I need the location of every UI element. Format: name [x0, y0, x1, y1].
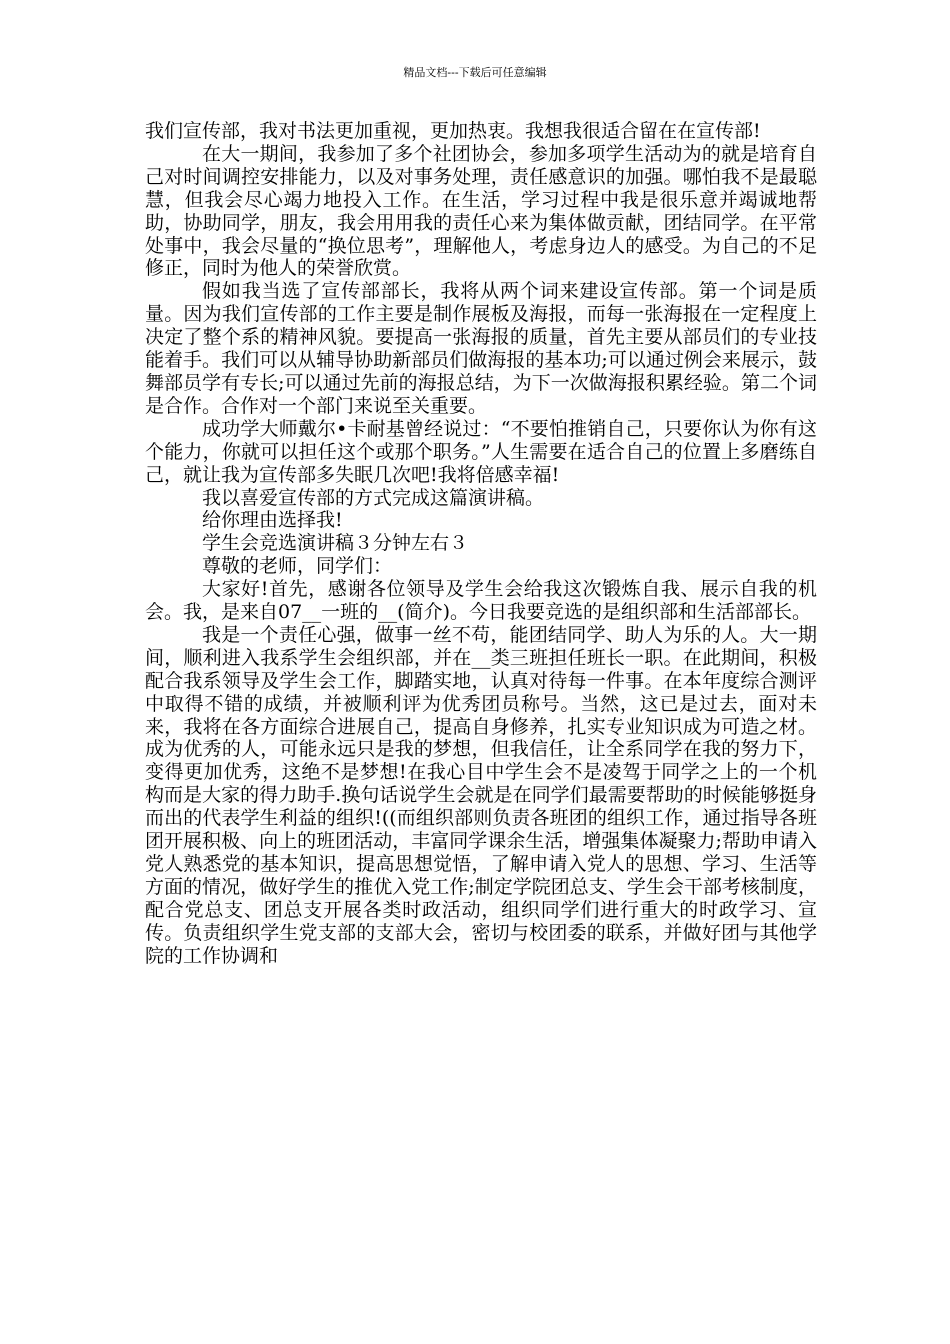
paragraph-1: 我们宣传部，我对书法更加重视，更加热衷。我想我很适合留在在宣传部! [145, 120, 761, 142]
section-title: 学生会竞选演讲稿３分钟左右３ [202, 532, 469, 555]
paragraph-2: 在大一期间，我参加了多个社团协会，参加多项学生活动为的就是培育自己对时间调控安排能力，以及对事务处理，责任感意识的加强。哪怕我不是最聪慧，但我会尽心竭力地投入工作。在生活，学习过程中我是很乐意并竭诚地帮助，协助同学，朋友，我会用用我的责任心来为集体做贡献，团结同学。在平常处事中，我会尽量的“换位思考”，理解他人，考虑身边人的感受。为自己的不足修正，同时为他人的荣誉欣赏。 [145, 142, 817, 280]
paragraph-3: 假如我当选了宣传部部长，我将从两个词来建设宣传部。第一个词是质量。因为我们宣传部的工作主要是制作展板及海报，而每一张海报在一定程度上决定了整个系的精神风貌。要提高一张海报的质量，首先主要从部员们的专业技能着手。我们可以从辅导协助新部员们做海报的基本功;可以通过例会来展示，鼓舞部员学有专长;可以通过先前的海报总结，为下一次做海报积累经验。第二个词是合作。合作对一个部门来说至关重要。 [145, 280, 817, 417]
paragraph-4: 成功学大师戴尔•卡耐基曾经说过：“不要怕推销自己，只要你认为你有这个能力，你就可以担任这个或那个职务。”人生需要在适合自己的位置上多磨练自己，就让我为宣传部多失眠几次吧!我将倍感幸福! [145, 417, 817, 486]
page-header: 精品文档---下载后可任意编辑 [403, 66, 547, 79]
document-body [145, 120, 817, 968]
paragraph-9: 大家好!首先，感谢各位领导及学生会给我这次锻炼自我、展示自我的机会。我，是来自07__一班的__(简介)。今日我要竞选的是组织部和生活部部长。 [145, 578, 817, 624]
paragraph-6: 给你理由选择我! [202, 509, 343, 532]
paragraph-10: 我是一个责任心强，做事一丝不苟，能团结同学、助人为乐的人。大一期间，顺利进入我系学生会组织部，并在__类三班担任班长一职。在此期间，积极配合我系领导及学生会工作，脚踏实地，认真对待每一件事。在本年度综合测评中取得不错的成绩，并被顺利评为优秀团员称号。当然，这已是过去，面对未来，我将在各方面综合进展自己，提高自身修养，扎实专业知识成为可造之材。成为优秀的人，可能永远只是我的梦想，但我信任，让全系同学在我的努力下，变得更加优秀，这绝不是梦想!在我心目中学生会不是凌驾于同学之上的一个机构而是大家的得力助手.换句话说学生会就是在同学们最需要帮助的时候能够挺身而出的代表学生利益的组织!((而组织部则负责各班团的组织工作，通过指导各班团开展积极、向上的班团活动，丰富同学课余生活，增强集体凝聚力;帮助申请入党人熟悉党的基本知识，提高思想觉悟，了解申请入党人的思想、学习、生活等方面的情况，做好学生的推优入党工作;制定学院团总支、学生会干部考核制度，配合党总支、团总支开展各类时政活动，组织同学们进行重大的时政学习、宣传。负责组织学生党支部的支部大会，密切与校团委的联系，并做好团与其他学院的工作协调和 [145, 623, 817, 967]
paragraph-5: 我以喜爱宣传部的方式完成这篇演讲稿。 [202, 486, 545, 509]
salutation: 尊敬的老师，同学们： [202, 555, 393, 578]
